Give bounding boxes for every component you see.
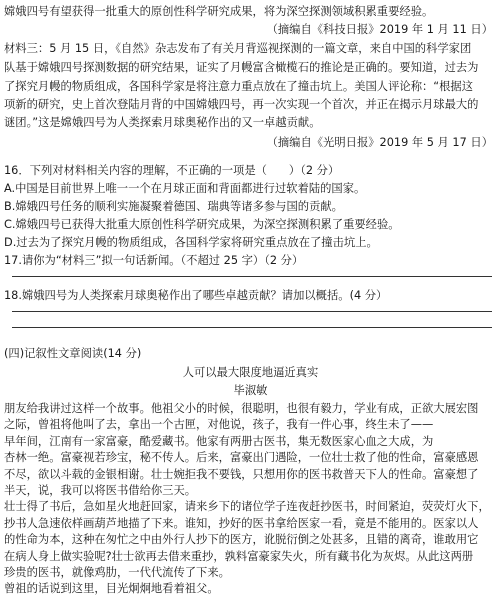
text-line: 在病人身上做实验呢?壮士欲再去借来重抄，孰料富豪家失火，所有藏书化为灰烬。从此这两册 — [4, 549, 474, 563]
question-16: 16．下列对材料相关内容的理解，不正确的一项是（ ）（2 分） — [4, 164, 340, 177]
text-line: 队基于嫦娥四号探测数据的研究结果，证实了月幔富含橄榄石的推论是正确的。要知道，过去为 — [4, 61, 479, 74]
text-line: 项新的研究，史上首次登陆月背的中国嫦娥四号，再一次实现一个首次，并正在揭示月球最大的 — [4, 98, 479, 111]
text-line: 珍贵的医书，就像鸡肋，一代代流传了下来。 — [4, 566, 230, 579]
option-c: C.嫦娥四号已获得大批重大原创性科学研究成果，为深空探测积累了重要经验。 — [4, 218, 400, 231]
text-line: 不尽，欲以斗载的金银相谢。壮士婉拒我不要钱，只想用你的医书救普天下人的性命。富豪想了 — [4, 467, 479, 481]
text-line: 早年间，江南有一家富豪，酷爱藏书。他家有两册古医书，集无数医家心血之大成，为 — [4, 434, 434, 448]
option-d: D.过去为了探究月幔的物质组成，各国科学家将研究重点放在了撞击坑上。 — [4, 236, 378, 249]
text-line: 材料三：5 月 15 日，《自然》杂志发布了有关月背巡视探测的一篇文章，来自中国的科学家团 — [4, 42, 472, 55]
source-note: （摘编自《光明日报》2019 年 5 月 17 日） — [266, 136, 493, 149]
text-line: 曾祖的话说到这里，目光炯炯地看着祖父。 — [4, 582, 219, 596]
text-line: 半天，说，我可以将医书借给你三天。 — [4, 484, 197, 497]
article-title: 人可以最大限度地逼近真实 — [182, 366, 319, 379]
section-heading: (四)记叙性文章阅读(14 分) — [4, 347, 142, 360]
question-17: 17.请你为“材料三”拟一句话新闻。（不超过 25 字）（2 分） — [4, 254, 304, 267]
answer-line[interactable] — [12, 311, 492, 312]
article-author: 毕淑敏 — [233, 384, 268, 397]
text-line: 抄书人急速依样画葫芦地描了下来。谁知，抄好的医书拿给医家一看，竟是不能用的。医家以人 — [4, 516, 479, 530]
text-line: 谜团。”这是嫦娥四号为人类探索月球奥秘作出的又一卓越贡献。 — [4, 116, 321, 129]
text-line: 朋友给我讲过这样一个故事。他祖父小的时候，很聪明，也很有毅力，学业有成，正欲大展宏图 — [4, 402, 479, 415]
option-a: A.中国是目前世界上唯一一个在月球正面和背面都进行过软着陆的国家。 — [4, 182, 366, 195]
text-line: 壮士得了书后，急如星火地赶回家，请来乡下的诸位学子连夜赶抄医书，时间紧迫，荧荧灯火下， — [4, 500, 490, 514]
question-18: 18.嫦娥四号为人类探索月球奥秘作出了哪些卓越贡献？请加以概括。(4 分） — [4, 289, 388, 302]
text-line: 杏林一绝。富豪视若珍宝，秘不传人。后来，富豪出门遇险，一位壮士救了他的性命，富豪感恩 — [4, 451, 479, 465]
answer-line[interactable] — [12, 276, 492, 277]
text-line: 之际，曾祖将他叫了去，拿出一个古匣，对他说，孩子，我有一件心事，终生未了—— — [4, 418, 434, 432]
text-line: 的性命为本，这种在匆忙之中由外行人抄下的医方，讹脱衍倒之处甚多，且错的离奇，谁敢用它 — [4, 533, 479, 547]
source-note: （摘编自《科技日报》2019 年 1 月 11 日） — [266, 23, 493, 36]
text-line: 了探究月幔的物质组成，各国科学家是将注意力重点放在了撞击坑上。美国人评论称：“根据这 — [4, 80, 474, 93]
option-b: B.嫦娥四号任务的顺利实施凝聚着德国、瑞典等诸多参与国的贡献。 — [4, 200, 343, 213]
answer-line[interactable] — [12, 327, 492, 328]
text-line: 嫦娥四号有望获得一批重大的原创性科学研究成果，将为深空探测领域积累重要经验。 — [4, 5, 434, 18]
